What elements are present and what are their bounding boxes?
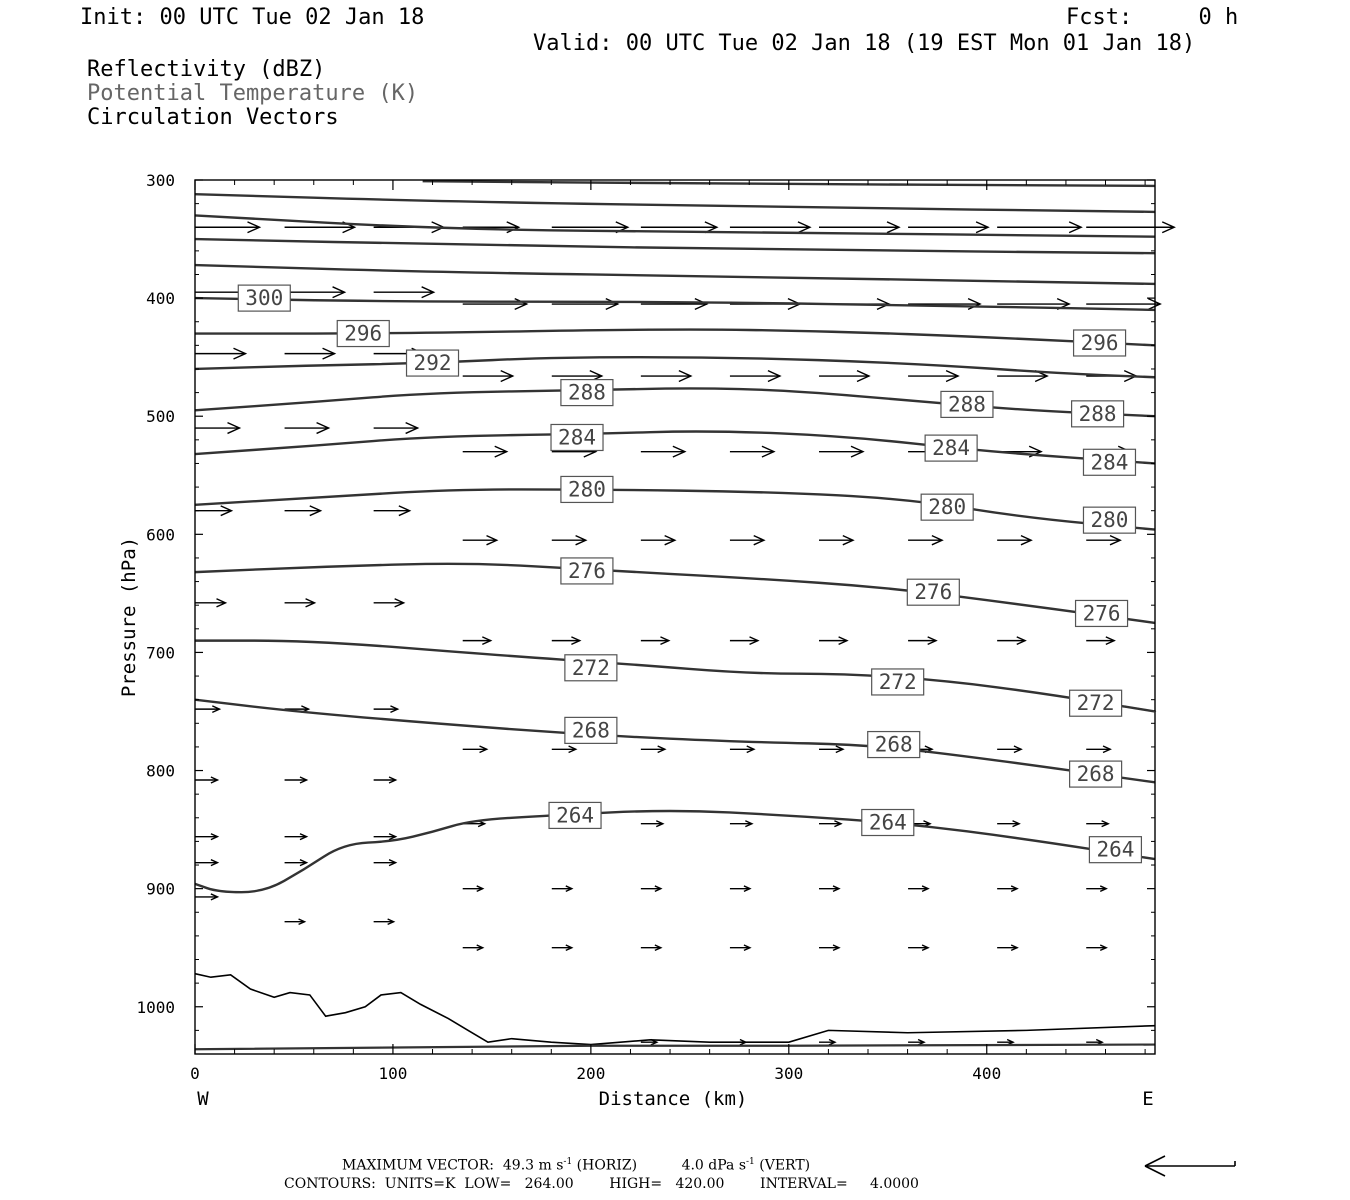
- theta-contour-unlabeled: [195, 194, 1155, 212]
- contour-label: 292: [413, 351, 452, 376]
- contour-label: 284: [558, 425, 596, 450]
- y-tick-label: 600: [146, 525, 175, 545]
- contour-label: 264: [868, 810, 907, 835]
- theta-contour-unlabeled: [195, 215, 1155, 236]
- contour-label: 288: [1078, 401, 1117, 426]
- y-tick-label: 800: [146, 761, 175, 781]
- contour-label: 268: [874, 732, 913, 757]
- y-tick-label: 500: [146, 407, 175, 427]
- reference-vector-arrow: [1145, 1156, 1235, 1176]
- lowest-theta-contour: [195, 1045, 1155, 1050]
- field-reflectivity: Reflectivity (dBZ): [87, 57, 326, 82]
- contours-note: CONTOURS: UNITS=K LOW= 264.00 HIGH= 420.00 INTERVAL= 4.0000: [284, 1176, 919, 1192]
- contour-label: 284: [1090, 450, 1129, 475]
- theta-contour-268: [195, 700, 1155, 783]
- x-tick-label: 400: [972, 1064, 1002, 1083]
- y-axis-label: Pressure (hPa): [118, 536, 140, 698]
- field-potential-temperature: Potential Temperature (K): [87, 81, 419, 106]
- x-tick-label: 300: [774, 1064, 804, 1083]
- x-west-label: W: [197, 1088, 209, 1110]
- theta-contour-280: [195, 489, 1155, 529]
- contour-label: 276: [1082, 601, 1121, 626]
- x-tick-label: 100: [378, 1064, 408, 1083]
- valid-time: Valid: 00 UTC Tue 02 Jan 18 (19 EST Mon 01 Jan 18): [533, 31, 1196, 56]
- contour-label: 288: [947, 392, 986, 417]
- y-tick-label: 700: [146, 643, 175, 663]
- plot-frame: [195, 180, 1155, 1054]
- theta-contour-272: [195, 641, 1155, 712]
- contour-label: 272: [878, 669, 917, 694]
- contour-label: 268: [571, 718, 610, 743]
- contour-label: 272: [1076, 691, 1115, 716]
- y-tick-label: 900: [146, 879, 175, 899]
- theta-contour-unlabeled: [195, 239, 1155, 253]
- x-east-label: E: [1142, 1088, 1154, 1110]
- y-tick-label: 300: [146, 171, 175, 190]
- contour-label: 276: [567, 558, 606, 583]
- contour-label: 300: [245, 286, 284, 311]
- max-vector-exp-b: -1: [746, 1157, 755, 1167]
- forecast-hour: Fcst: 0 h: [1066, 5, 1239, 30]
- theta-contours: [195, 181, 1155, 892]
- contour-label: 264: [556, 803, 595, 828]
- theta-contour-unlabeled: [195, 265, 1155, 284]
- contour-label: 288: [567, 380, 606, 405]
- max-vector-text-b: (HORIZ) 4.0 dPa s: [572, 1157, 747, 1174]
- x-tick-label: 0: [190, 1064, 200, 1083]
- terrain-line: [195, 974, 1155, 1050]
- maximum-vector-note: [342, 1157, 810, 1174]
- contour-label: 280: [1090, 508, 1129, 533]
- contour-label: 276: [914, 580, 953, 605]
- init-time: Init: 00 UTC Tue 02 Jan 18: [80, 5, 425, 30]
- max-vector-exp-a: -1: [563, 1157, 573, 1167]
- contour-label: 268: [1076, 762, 1115, 787]
- theta-contour-276: [195, 564, 1155, 626]
- contour-label: 280: [567, 477, 606, 502]
- x-tick-label: 200: [576, 1064, 606, 1083]
- max-vector-text-c: (VERT): [754, 1157, 811, 1174]
- contour-label: 280: [928, 495, 967, 520]
- contour-label: 264: [1096, 837, 1135, 862]
- x-axis-label: Distance (km): [598, 1088, 748, 1110]
- theta-contour-292: [195, 357, 1155, 377]
- max-vector-text-a: MAXIMUM VECTOR: 49.3 m s: [342, 1157, 564, 1174]
- y-tick-label: 400: [146, 289, 175, 309]
- y-tick-label: 1000: [136, 997, 175, 1017]
- field-circulation-vectors: Circulation Vectors: [87, 105, 339, 130]
- contour-label: 284: [932, 436, 971, 461]
- contour-label: 296: [344, 321, 383, 346]
- contour-label: 296: [1080, 330, 1119, 355]
- terrain-profile: [195, 974, 1155, 1045]
- theta-contour-288: [195, 388, 1155, 416]
- contour-label: 272: [571, 655, 610, 680]
